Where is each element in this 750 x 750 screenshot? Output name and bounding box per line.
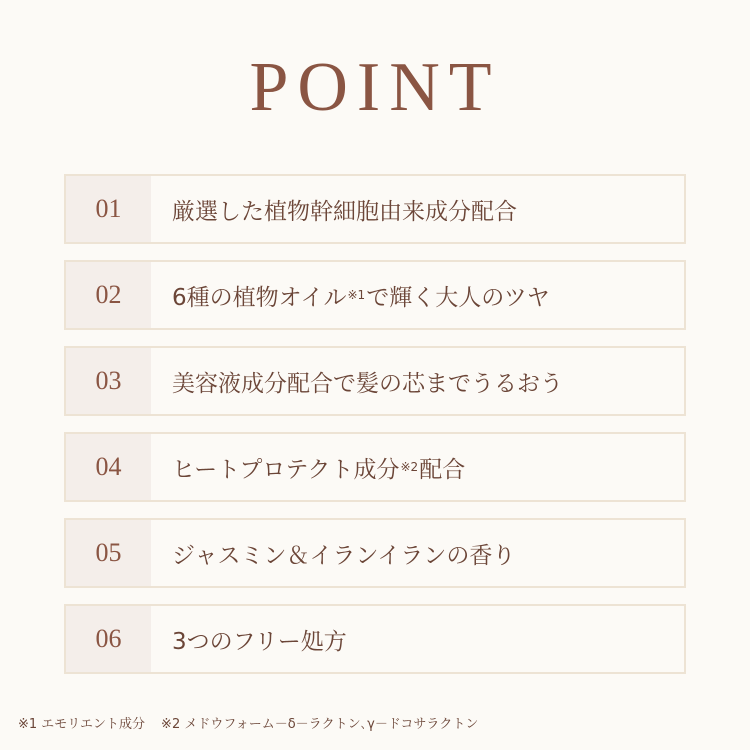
point-text [151, 348, 684, 414]
point-list [64, 174, 686, 690]
point-item-03 [64, 346, 686, 416]
point-text-main: 美容液成分配合で髪の芯までうるおう [172, 370, 563, 397]
point-item-06 [64, 604, 686, 674]
point-number: 03 [66, 348, 151, 414]
point-item-02 [64, 260, 686, 330]
point-number: 01 [66, 176, 151, 242]
point-text-main: ジャスミン＆イランイランの香り [172, 542, 516, 569]
point-text [151, 606, 684, 672]
point-item-05 [64, 518, 686, 588]
point-text [151, 262, 684, 328]
page-title: POINT [249, 49, 501, 126]
footnote-1: ※1 エモリエント成分 [18, 717, 146, 732]
point-item-04 [64, 432, 686, 502]
point-text-main: 6種の植物オイル [172, 284, 347, 311]
point-text [151, 176, 684, 242]
footnote-marker: ※2 [400, 460, 419, 474]
point-number: 02 [66, 262, 151, 328]
point-text-main: 厳選した植物幹細胞由来成分配合 [172, 198, 517, 225]
footnotes [18, 713, 478, 732]
point-item-01 [64, 174, 686, 244]
point-text-after: 配合 [419, 456, 466, 483]
point-text-after: で輝く大人のツヤ [366, 284, 550, 311]
footnote-marker: ※1 [347, 288, 366, 302]
point-number: 04 [66, 434, 151, 500]
point-number: 05 [66, 520, 151, 586]
point-text-main: 3つのフリー処方 [172, 628, 347, 655]
footnote-2: ※2 メドウフォーム－δ－ラクトン､γ－ドコサラクトン [161, 717, 479, 732]
point-text-main: ヒートプロテクト成分 [172, 456, 400, 483]
point-number: 06 [66, 606, 151, 672]
point-text [151, 520, 684, 586]
point-text [151, 434, 684, 500]
